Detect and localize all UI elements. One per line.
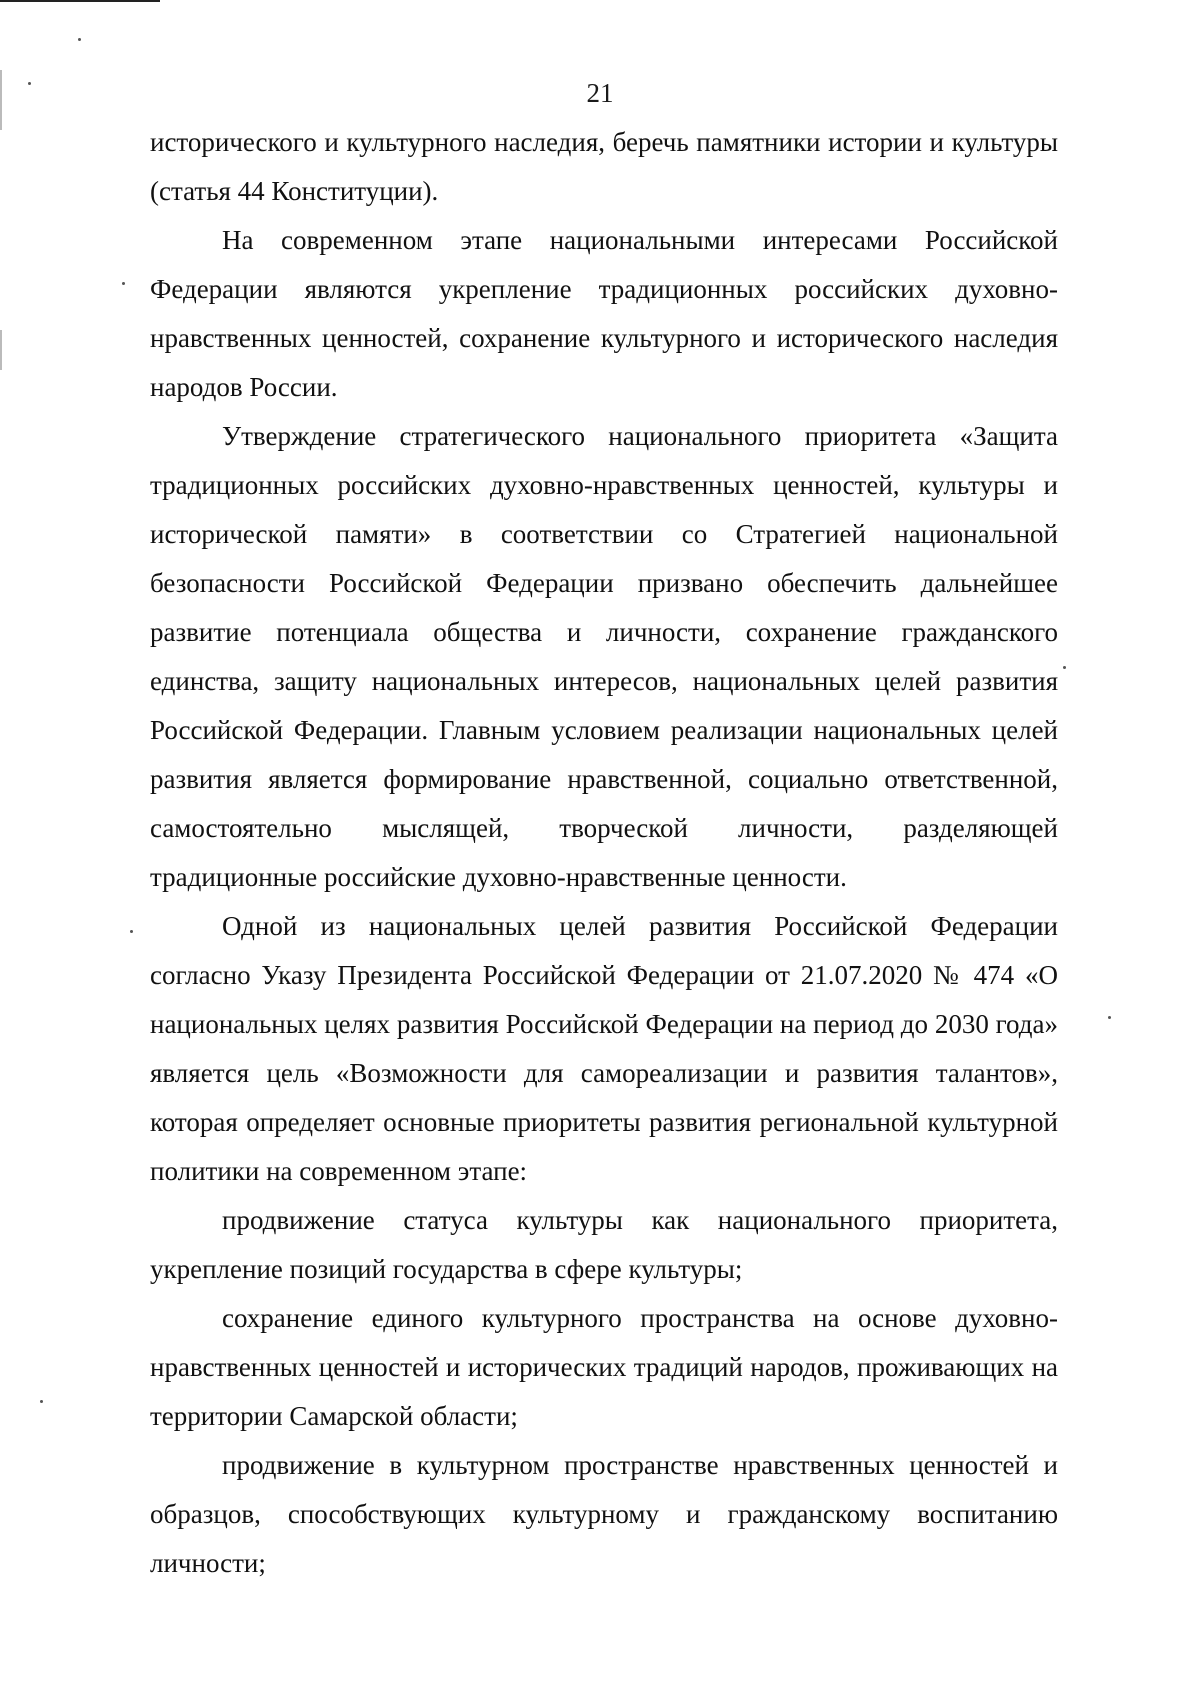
document-body — [150, 118, 1058, 1588]
scan-speck — [1108, 1016, 1111, 1019]
scan-speck — [1063, 666, 1066, 669]
scan-speck — [122, 282, 125, 285]
paragraph: На современном этапе национальными интересами Российской Федерации являются укрепление традиционных российских духовно-нравственных ценностей, сохранение культурного и исторического наследия народов России. — [150, 225, 1058, 402]
scan-speck — [130, 930, 133, 933]
page-number: 21 — [586, 78, 614, 108]
list-item: сохранение единого культурного пространства на основе духовно-нравственных ценностей и исторических традиций народов, проживающих на территории Самарской области; — [150, 1303, 1058, 1431]
scan-corner-mark — [0, 0, 160, 2]
scan-edge-mark — [0, 330, 2, 370]
scan-speck — [40, 1400, 43, 1403]
paragraph: исторического и культурного наследия, беречь памятники истории и культуры (статья 44 Конституции). — [150, 127, 1058, 206]
paragraph: Утверждение стратегического национального приоритета «Защита традиционных российских духовно-нравственных ценностей, культуры и исторической памяти» в соответствии со Стратегией национальной безопасности Российской Федерации призвано обеспечить дальнейшее развитие потенциала общества и личности, сохранение гражданского единства, защиту национальных интересов, национальных целей развития Российской Федерации. Главным условием реализации национальных целей развития является формирование нравственной, социально ответственной, самостоятельно мыслящей, творческой личности, разделяющей традиционные российские духовно-нравственные ценности. — [150, 421, 1058, 892]
list-item: продвижение статуса культуры как национального приоритета, укрепление позиций государства в сфере культуры; — [150, 1205, 1058, 1284]
scan-speck — [78, 38, 81, 41]
list-item: продвижение в культурном пространстве нравственных ценностей и образцов, способствующих культурному и гражданскому воспитанию личности; — [150, 1450, 1058, 1578]
paragraph: Одной из национальных целей развития Российской Федерации согласно Указу Президента Российской Федерации от 21.07.2020 № 474 «О национальных целях развития Российской Федерации на период до 2030 года» является цель «Возможности для самореализации и развития талантов», которая определяет основные приоритеты развития региональной культурной политики на современном этапе: — [150, 911, 1058, 1186]
